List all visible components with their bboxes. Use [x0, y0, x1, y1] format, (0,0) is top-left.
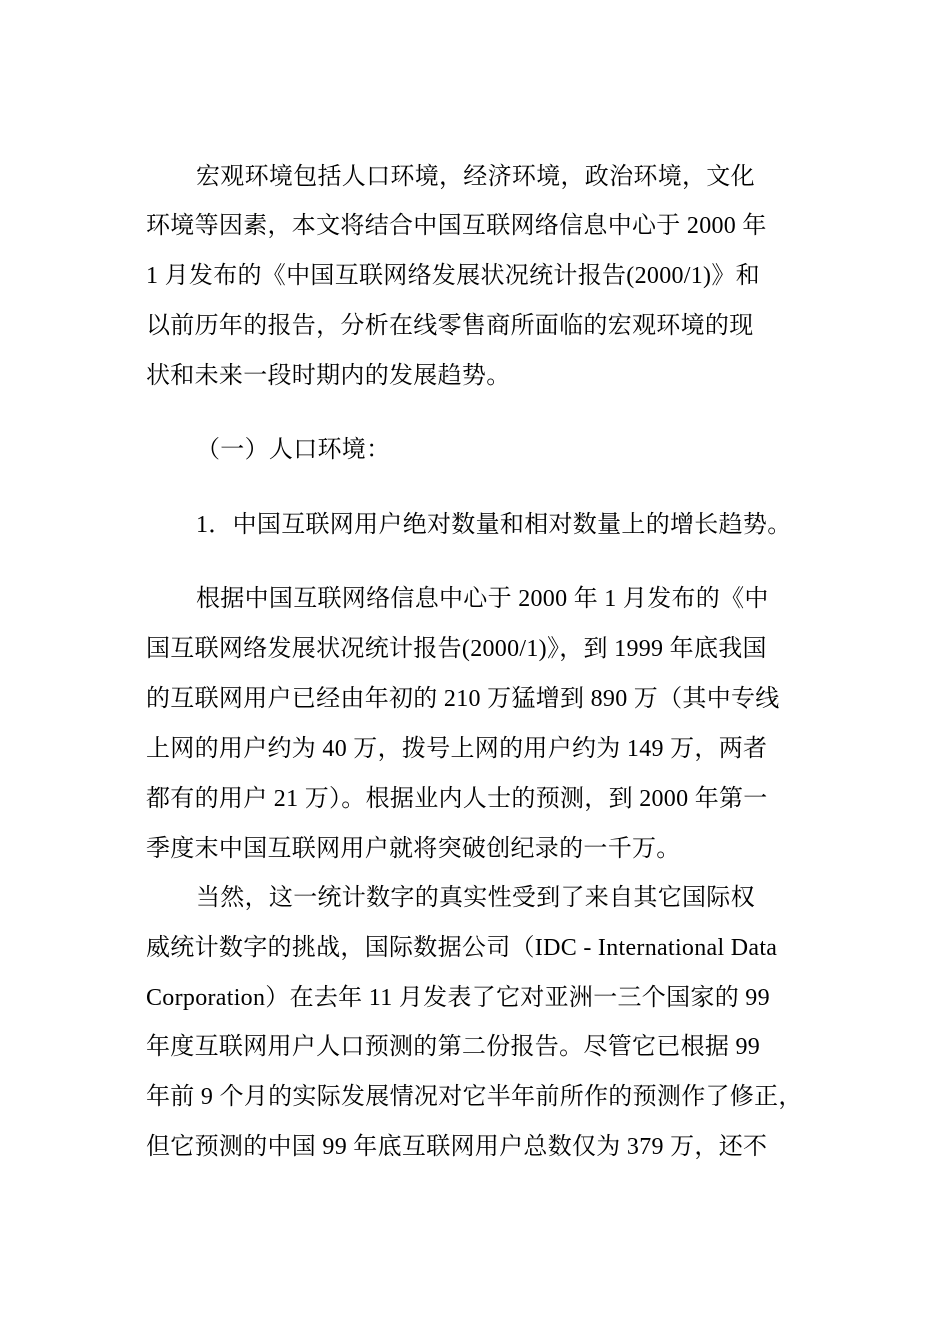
- text-line: 国互联网络发展状况统计报告(2000/1)》，到 1999 年底我国: [146, 636, 767, 662]
- text-line: 宏观环境包括人口环境，经济环境，政治环境，文化: [196, 164, 755, 190]
- item-heading: 1．中国互联网用户绝对数量和相对数量上的增长趋势。: [196, 512, 792, 538]
- text-line: 1 月发布的《中国互联网络发展状况统计报告(2000/1)》和: [146, 263, 760, 289]
- text-line: 年前 9 个月的实际发展情况对它半年前所作的预测作了修正，: [146, 1084, 803, 1110]
- text-line: Corporation）在去年 11 月发表了它对亚洲一三个国家的 99: [146, 985, 770, 1011]
- text-line: 年度互联网用户人口预测的第二份报告。尽管它已根据 99: [146, 1034, 761, 1060]
- text-line: 上网的用户约为 40 万，拨号上网的用户约为 149 万，两者: [146, 736, 768, 762]
- text-line: 当然，这一统计数字的真实性受到了来自其它国际权: [196, 885, 755, 911]
- text-line: 都有的用户 21 万）。根据业内人士的预测，到 2000 年第一: [146, 786, 768, 812]
- text-line: 的互联网用户已经由年初的 210 万猛增到 890 万（其中专线: [146, 686, 780, 712]
- text-line: 但它预测的中国 99 年底互联网用户总数仅为 379 万，还不: [146, 1134, 768, 1160]
- text-line: 根据中国互联网络信息中心于 2000 年 1 月发布的《中: [196, 586, 769, 612]
- text-line: 环境等因素，本文将结合中国互联网络信息中心于 2000 年: [146, 213, 767, 239]
- text-line: 季度末中国互联网用户就将突破创纪录的一千万。: [146, 836, 681, 862]
- text-line: 威统计数字的挑战，国际数据公司（IDC - International Data: [146, 935, 778, 961]
- text-line: 状和未来一段时期内的发展趋势。: [146, 363, 511, 389]
- section-heading: （一）人口环境：: [196, 437, 391, 463]
- text-line: 以前历年的报告，分析在线零售商所面临的宏观环境的现: [146, 313, 754, 339]
